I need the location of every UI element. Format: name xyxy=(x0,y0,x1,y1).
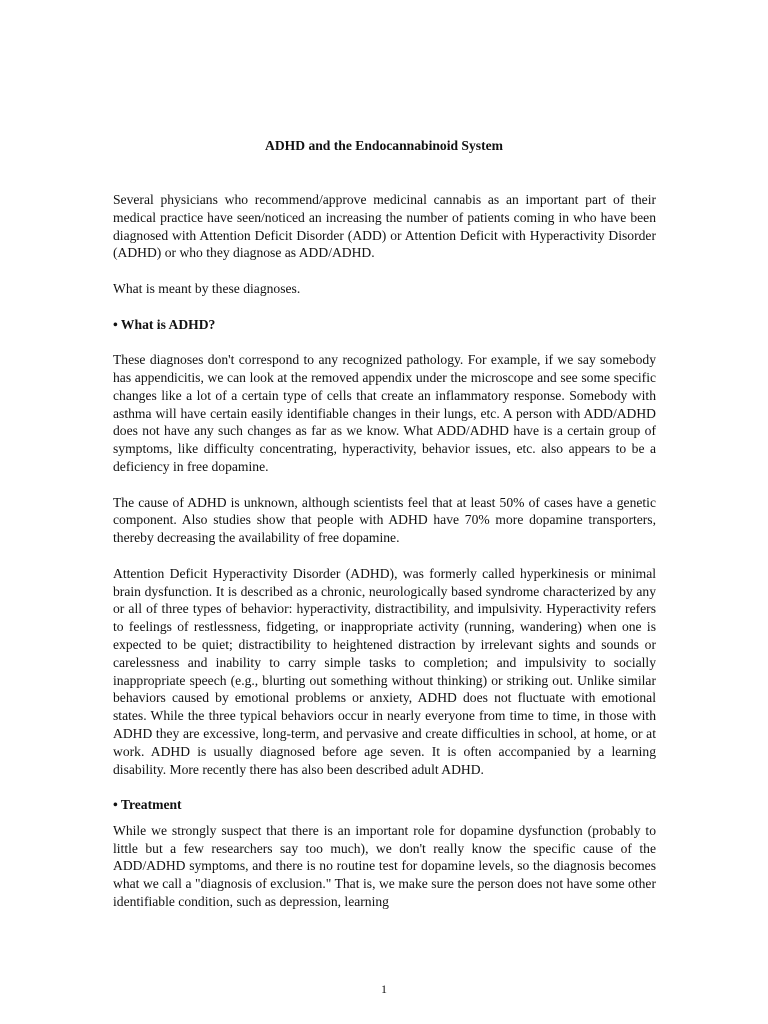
paragraph-intro: Several physicians who recommend/approve medicinal cannabis as an important part of their medical practice have seen/noticed an increasing the number of patients coming in who have been diagnosed with Attention Deficit Disorder (ADD) or Attention Deficit with Hyperactivity Disorder (ADHD) or who they diagnose as ADD/ADHD. xyxy=(113,192,656,261)
page-number: 1 xyxy=(381,982,387,996)
paragraph-what-is-adhd: These diagnoses don't correspond to any recognized pathology. For example, if we say somebody has appendicitis, we can look at the removed appendix under the microscope and see some specific changes like a lot of a certain type of cells that create an inflammatory response. Somebody with asthma will have certain easily identifiable changes in their lungs, etc. A person with ADD/ADHD does not have any such changes as far as we know. What ADD/ADHD have is a certain group of symptoms, like difficulty concentrating, hyperactivity, behavior issues, etc. also appears to be a deficiency in free dopamine. xyxy=(113,352,656,474)
paragraph-cause: The cause of ADHD is unknown, although scientists feel that at least 50% of cases have a genetic component. Also studies show that people with ADHD have 70% more dopamine transporters, thereby decreasing the availability of free dopamine. xyxy=(113,494,656,546)
heading-treatment: • Treatment xyxy=(113,797,182,813)
paragraph-question: What is meant by these diagnoses. xyxy=(113,280,301,296)
document-title: ADHD and the Endocannabinoid System xyxy=(265,138,503,153)
paragraph-treatment: While we strongly suspect that there is an important role for dopamine dysfunction (probably to little but a few researchers say too much), we don't really know the specific cause of the ADD/ADHD symptoms, and there is no routine test for dopamine levels, so the diagnosis becomes what we call a "diagnosis of exclusion." That is, we make sure the person does not have some other identifiable condition, such as depression, learning xyxy=(113,822,656,910)
document-body xyxy=(113,191,656,929)
heading-what-is-adhd: • What is ADHD? xyxy=(113,316,216,332)
paragraph-description: Attention Deficit Hyperactivity Disorder (ADHD), was formerly called hyperkinesis or minimal brain dysfunction. It is described as a chronic, neurologically based syndrome characterized by any or all of three types of behavior: hyperactivity, distractibility, and impulsivity. Hyperactivity refers to feelings of restlessness, fidgeting, or inappropriate activity (running, wandering) when one is expected to be quiet; distractibility to heightened distraction by irrelevant sights and sounds or carelessness and inability to carry simple tasks to completion; and impulsivity to socially inappropriate speech (e.g., blurting out something without thinking) or striking out. Unlike similar behaviors caused by emotional problems or anxiety, ADHD does not fluctuate with emotional states. While the three typical behaviors occur in nearly everyone from time to time, in those with ADHD they are excessive, long-term, and pervasive and create difficulties in school, at home, or at work. ADHD is usually diagnosed before age seven. It is often accompanied by a learning disability. More recently there has also been described adult ADHD. xyxy=(113,565,656,777)
